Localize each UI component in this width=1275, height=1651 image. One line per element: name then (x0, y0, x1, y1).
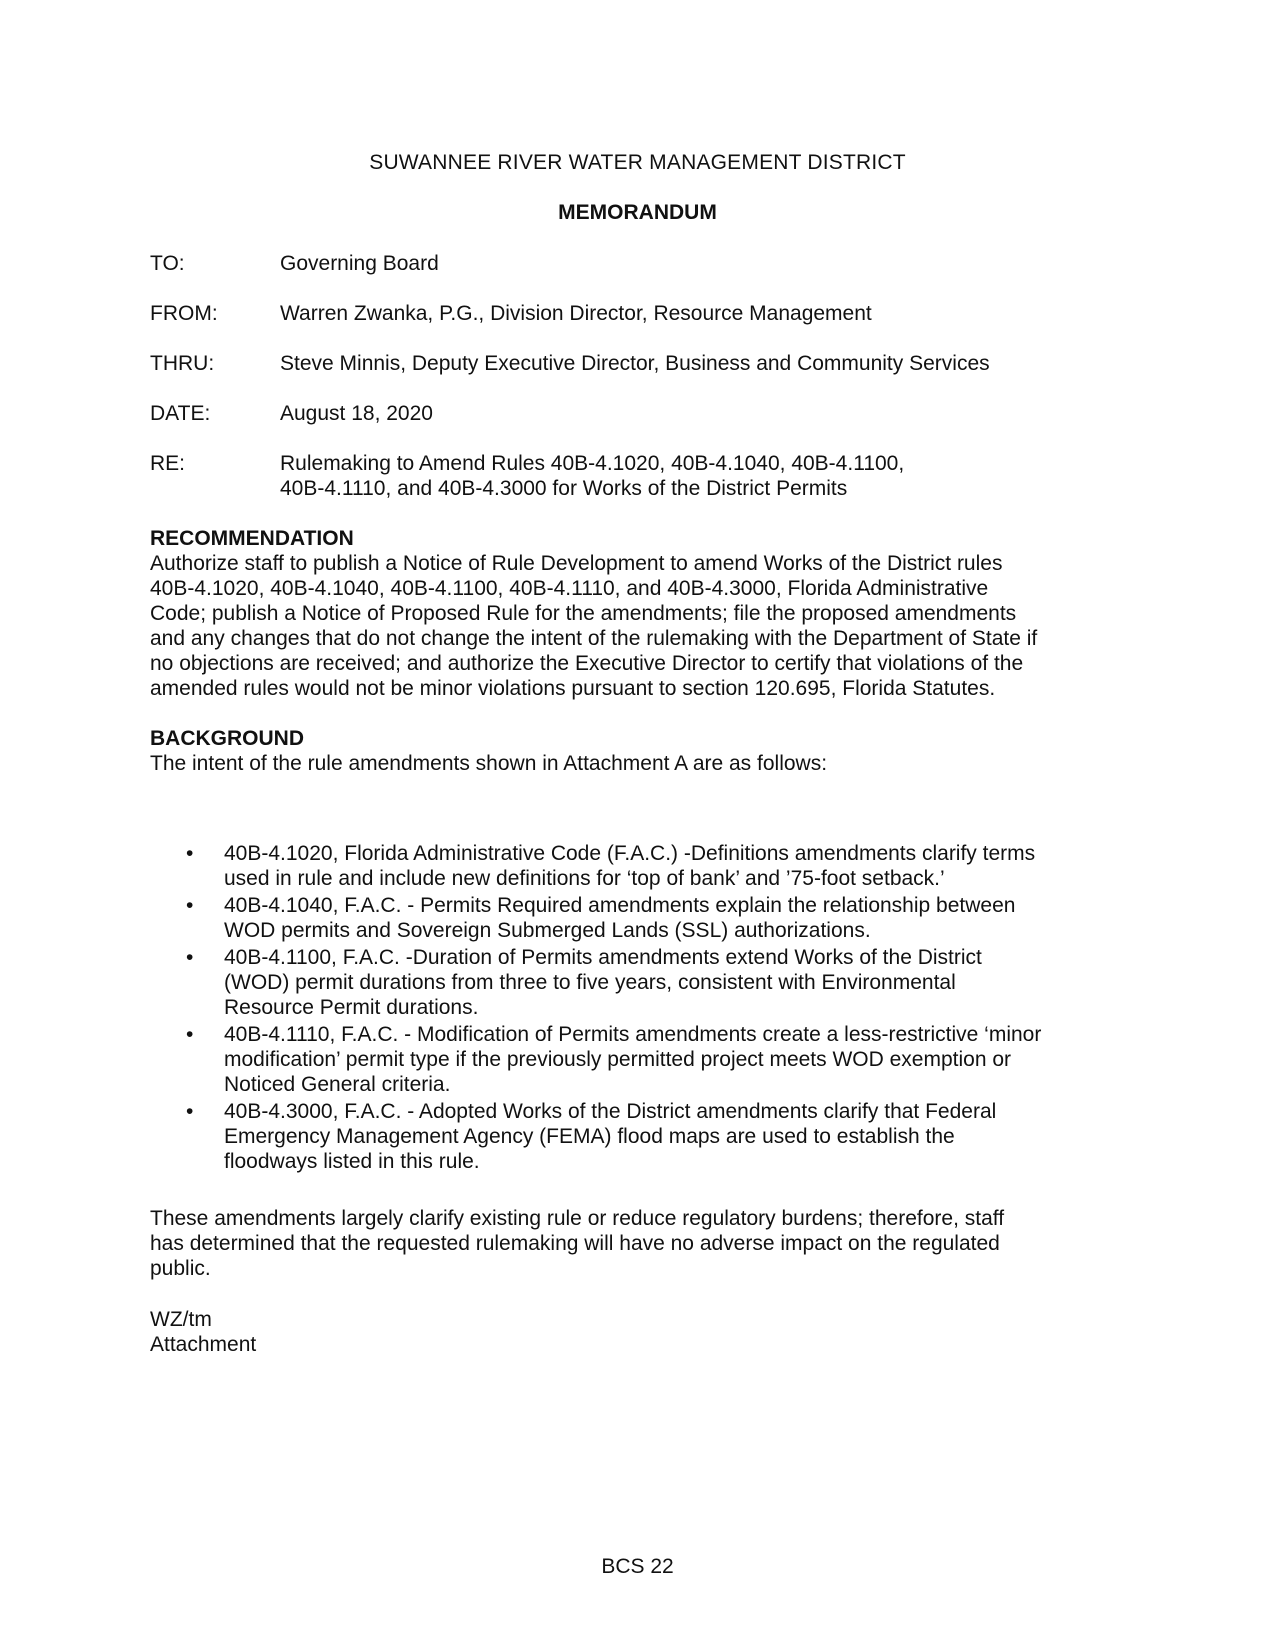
to-label: TO: (150, 252, 185, 275)
thru-value: Steve Minnis, Deputy Executive Director, Business and Community Services (280, 352, 990, 375)
sign-off (150, 1307, 256, 1357)
date-value: August 18, 2020 (280, 402, 433, 425)
list-item-line: WOD permits and Sovereign Submerged Lands (SSL) authorizations. (224, 919, 871, 942)
thru-field (150, 351, 1130, 376)
background-section (150, 726, 1130, 776)
from-label: FROM: (150, 302, 218, 325)
date-label: DATE: (150, 402, 211, 425)
attachment-note: Attachment (150, 1333, 257, 1356)
list-item-line: 40B-4.1100, F.A.C. -Duration of Permits amendments extend Works of the District (224, 946, 982, 969)
closing-line: public. (150, 1257, 211, 1280)
bullet-icon: • (186, 946, 194, 969)
recommendation-heading: RECOMMENDATION (150, 527, 354, 550)
amendments-list (150, 841, 1130, 1176)
list-item-line: 40B-4.1020, Florida Administrative Code (F.A.C.) -Definitions amendments clarify terms (224, 842, 1036, 865)
list-item-line: 40B-4.1110, F.A.C. - Modification of Permits amendments create a less-restrictive ‘minor (224, 1023, 1042, 1046)
bullet-icon: • (186, 894, 194, 917)
thru-label: THRU: (150, 352, 215, 375)
list-item-line: 40B-4.1040, F.A.C. - Permits Required amendments explain the relationship between (224, 894, 1016, 917)
list-item-line: (WOD) permit durations from three to five years, consistent with Environmental (224, 971, 956, 994)
closing-line: has determined that the requested rulemaking will have no adverse impact on the regulated (150, 1232, 1000, 1255)
list-item (150, 1099, 1130, 1174)
to-value: Governing Board (280, 252, 439, 275)
recommendation-line: Authorize staff to publish a Notice of Rule Development to amend Works of the District rules (150, 552, 1003, 575)
list-item-line: floodways listed in this rule. (224, 1150, 480, 1173)
bullet-icon: • (186, 1100, 194, 1123)
recommendation-text (150, 551, 1130, 701)
closing-paragraph (150, 1206, 1130, 1281)
re-field (150, 451, 1130, 501)
list-item-line: Noticed General criteria. (224, 1073, 451, 1096)
date-field (150, 401, 1130, 426)
re-value-line: Rulemaking to Amend Rules 40B-4.1020, 40B-4.1040, 40B-4.1100, (280, 452, 905, 475)
bullet-icon: • (186, 842, 194, 865)
list-item-line: modification’ permit type if the previously permitted project meets WOD exemption or (224, 1048, 1012, 1071)
list-item (150, 893, 1130, 943)
recommendation-line: no objections are received; and authorize the Executive Director to certify that violations of the (150, 652, 1024, 675)
background-intro: The intent of the rule amendments shown in Attachment A are as follows: (150, 752, 828, 775)
list-item-line: used in rule and include new definitions for ‘top of bank’ and ’75-foot setback.’ (224, 867, 945, 890)
recommendation-line: amended rules would not be minor violations pursuant to section 120.695, Florida Statutes. (150, 677, 996, 700)
recommendation-line: and any changes that do not change the intent of the rulemaking with the Department of State if (150, 627, 1038, 650)
list-item (150, 945, 1130, 1020)
from-field (150, 301, 1130, 326)
page-number: BCS 22 (601, 1555, 674, 1578)
recommendation-section (150, 526, 1130, 701)
re-value (280, 451, 1130, 501)
recommendation-line: Code; publish a Notice of Proposed Rule for the amendments; file the proposed amendments (150, 602, 1017, 625)
organization-name: SUWANNEE RIVER WATER MANAGEMENT DISTRICT (369, 151, 906, 174)
list-item-line: Resource Permit durations. (224, 996, 479, 1019)
from-value: Warren Zwanka, P.G., Division Director, Resource Management (280, 302, 872, 325)
recommendation-line: 40B-4.1020, 40B-4.1040, 40B-4.1100, 40B-4.1110, and 40B-4.3000, Florida Administrative (150, 577, 989, 600)
list-item-line: Emergency Management Agency (FEMA) flood maps are used to establish the (224, 1125, 955, 1148)
list-item (150, 1022, 1130, 1097)
to-field (150, 251, 1130, 276)
memo-title: MEMORANDUM (558, 201, 717, 224)
bullet-icon: • (186, 1023, 194, 1046)
re-label: RE: (150, 452, 186, 475)
list-item-line: 40B-4.3000, F.A.C. - Adopted Works of the District amendments clarify that Federal (224, 1100, 997, 1123)
re-value-line: 40B-4.1110, and 40B-4.3000 for Works of the District Permits (280, 477, 848, 500)
initials: WZ/tm (150, 1308, 212, 1331)
list-item (150, 841, 1130, 891)
closing-line: These amendments largely clarify existing rule or reduce regulatory burdens; therefore, staff (150, 1207, 1005, 1230)
background-heading: BACKGROUND (150, 727, 304, 750)
